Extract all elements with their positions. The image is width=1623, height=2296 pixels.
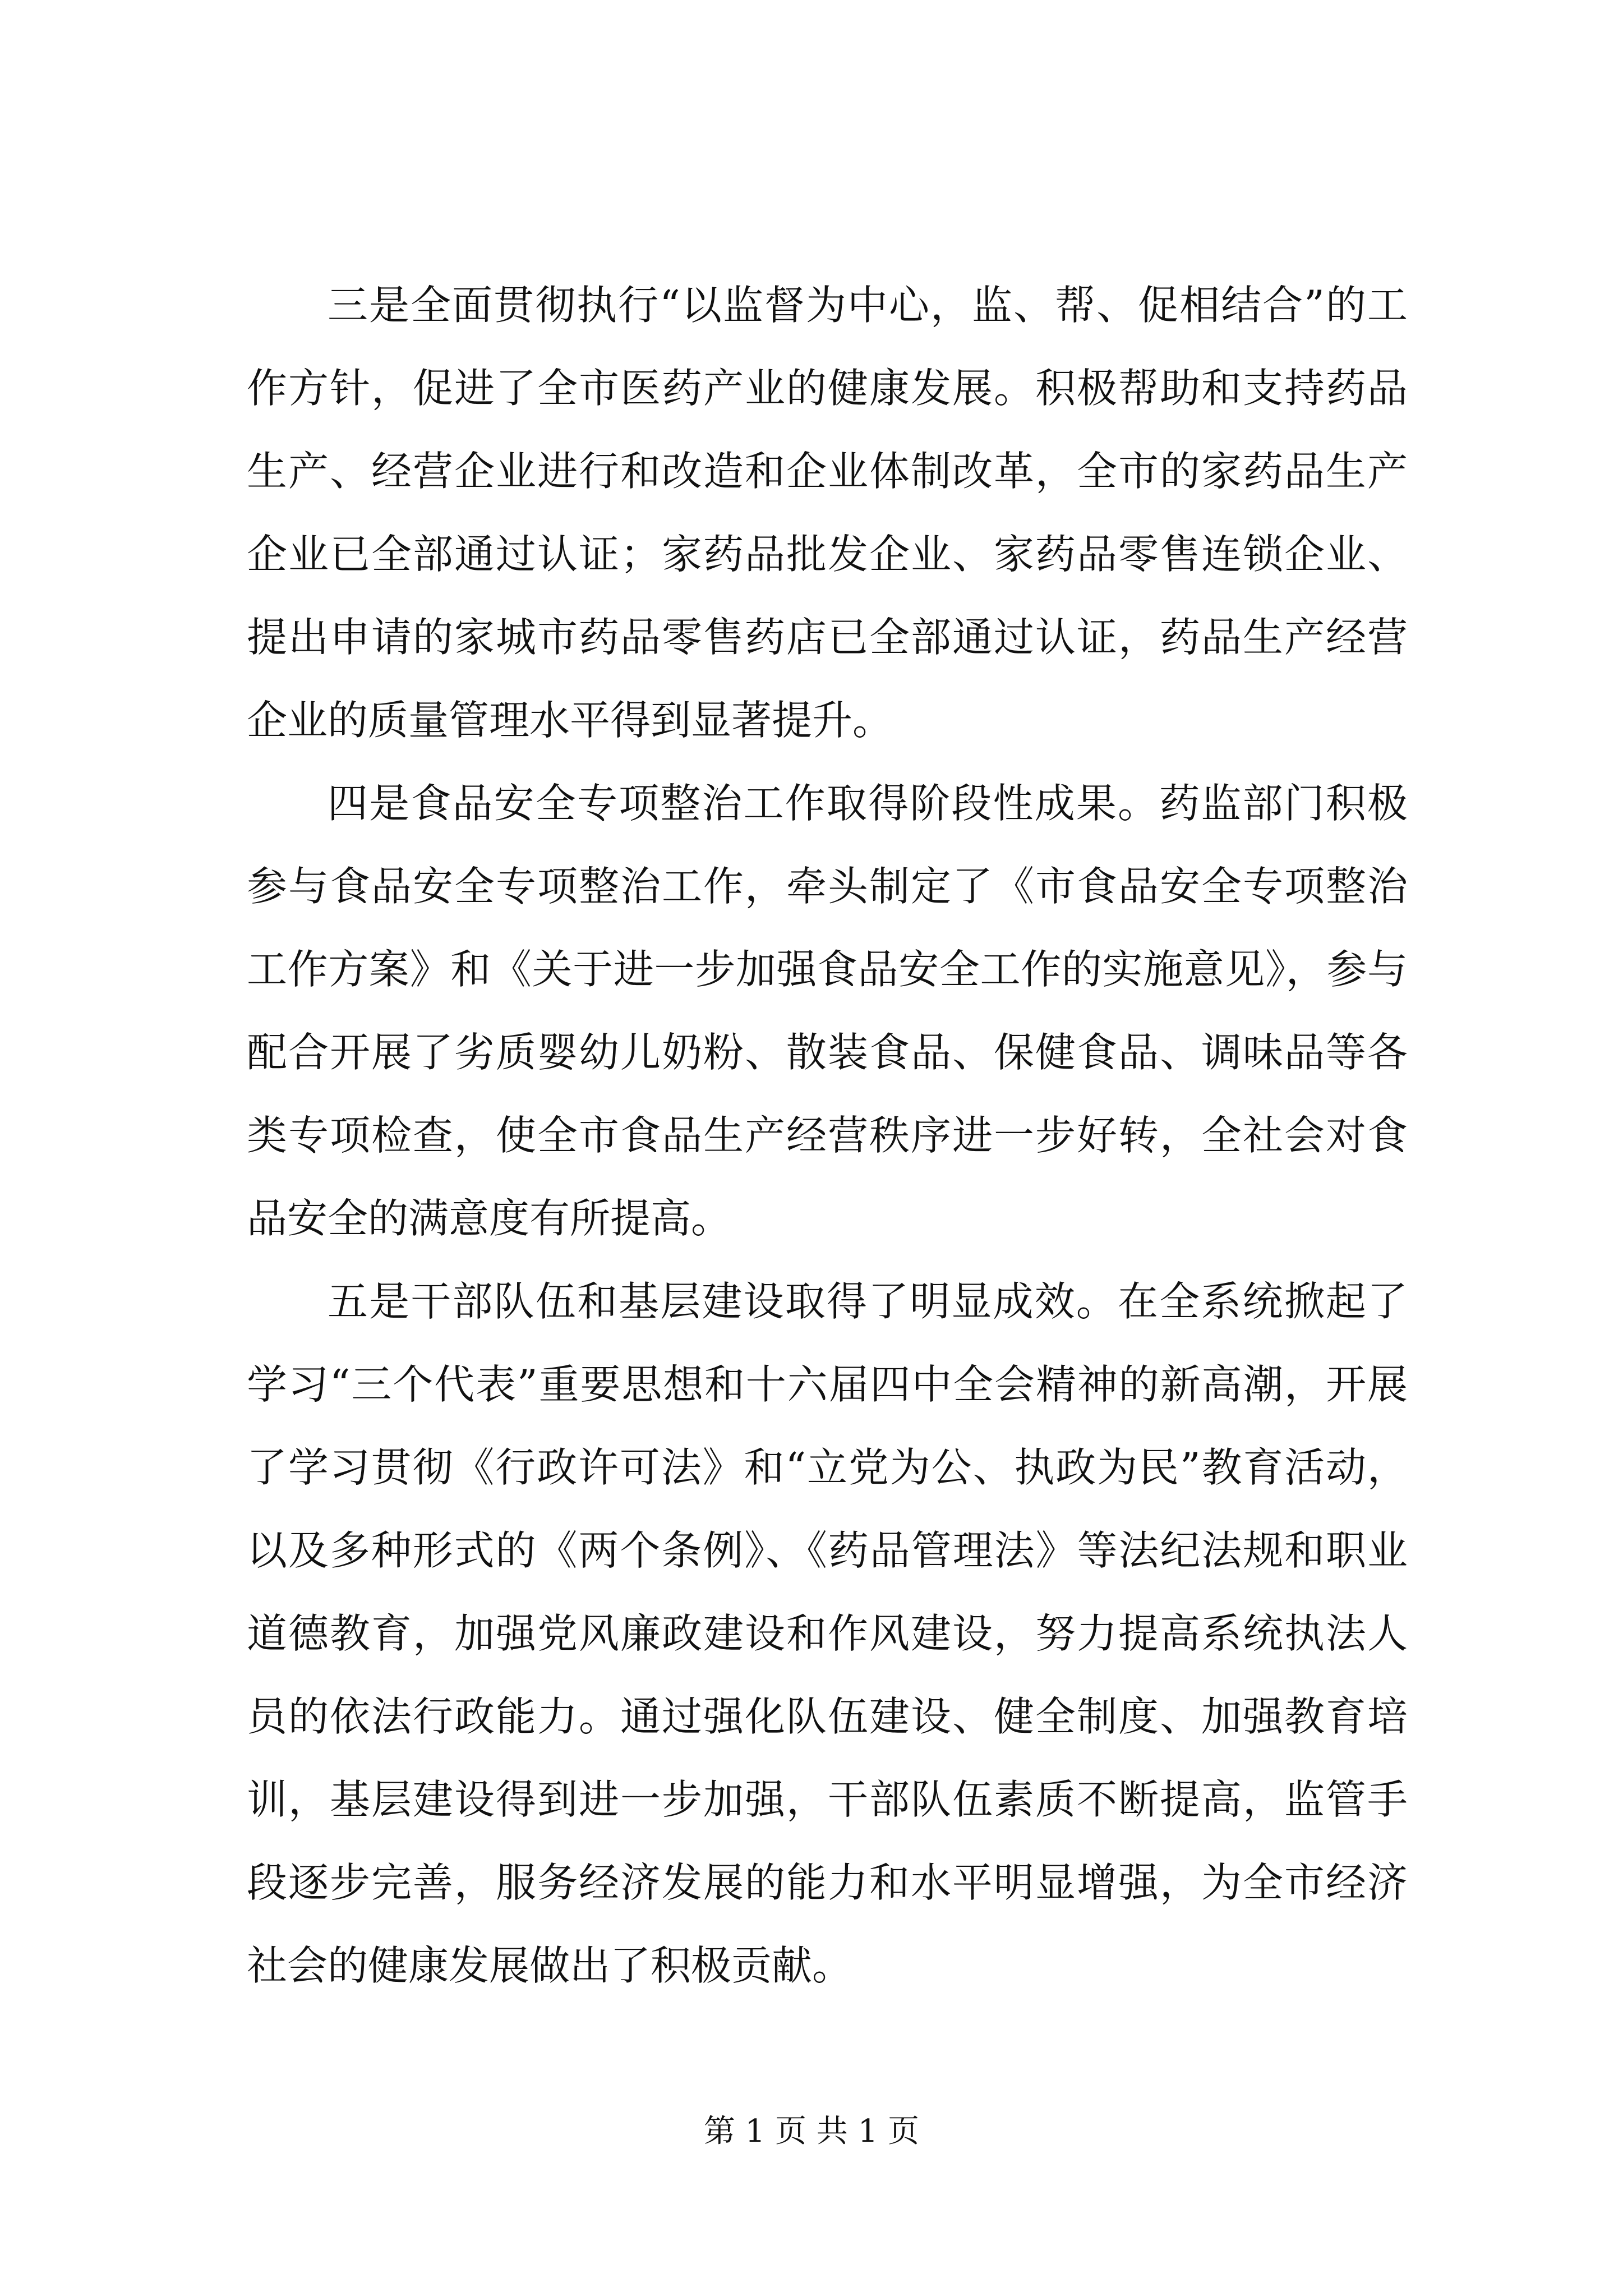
paragraph-5: 五是干部队伍和基层建设取得了明显成效。在全系统掀起了学习“三个代表”重要思想和十六届四中全会精神的新高潮，开展了学习贯彻《行政许可法》和“立党为公、执政为民”教育活动，以及多种形式的《两个条例》、《药品管理法》等法纪法规和职业道德教育，加强党风廉政建设和作风建设，努力提高系统执法人员的依法行政能力。通过强化队伍建设、健全制度、加强教育培训，基层建设得到进一步加强，干部队伍素质不断提高，监管手段逐步完善，服务经济发展的能力和水平明显增强，为全市经济社会的健康发展做出了积极贡献。	[247, 1278, 1408, 1989]
document-body	[247, 264, 1408, 2007]
paragraph-3: 三是全面贯彻执行“以监督为中心，监、帮、促相结合”的工作方针，促进了全市医药产业的健康发展。积极帮助和支持药品生产、经营企业进行和改造和企业体制改革，全市的家药品生产企业已全部通过认证；家药品批发企业、家药品零售连锁企业、提出申请的家城市药品零售药店已全部通过认证，药品生产经营企业的质量管理水平得到显著提升。	[247, 282, 1408, 744]
paragraph-4: 四是食品安全专项整治工作取得阶段性成果。药监部门积极参与食品安全专项整治工作，牵头制定了《市食品安全专项整治工作方案》和《关于进一步加强食品安全工作的实施意见》，参与配合开展了劣质婴幼儿奶粉、散装食品、保健食品、调味品等各类专项检查，使全市食品生产经营秩序进一步好转，全社会对食品安全的满意度有所提高。	[247, 780, 1408, 1242]
page-number-footer: 第 1 页 共 1 页	[703, 2113, 920, 2150]
